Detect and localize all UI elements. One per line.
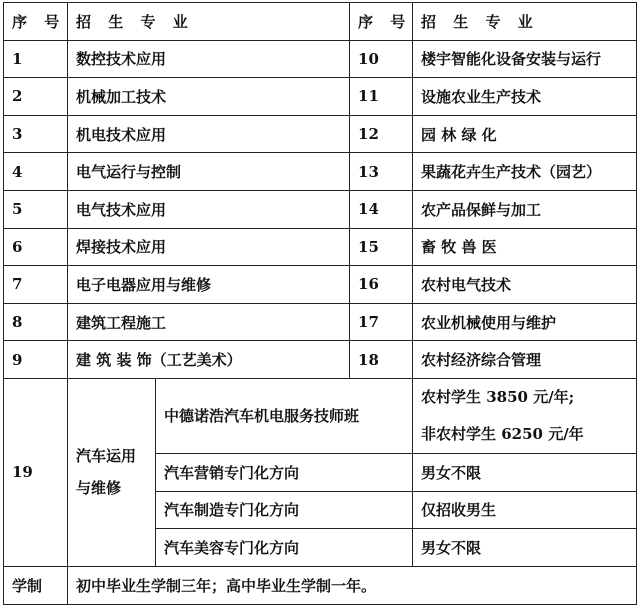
header-major-left: 招 生 专 业 bbox=[68, 3, 350, 41]
major-name: 建 筑 装 饰（工艺美术） bbox=[68, 341, 350, 379]
row-number: 18 bbox=[350, 341, 413, 379]
major-name: 农村电气技术 bbox=[413, 266, 637, 304]
table-row bbox=[4, 153, 637, 191]
major-name: 设施农业生产技术 bbox=[413, 78, 637, 116]
major-name: 农业机械使用与维护 bbox=[413, 303, 637, 341]
row-number: 5 bbox=[4, 190, 68, 228]
major-name: 电子电器应用与维修 bbox=[68, 266, 350, 304]
header-major-right: 招 生 专 业 bbox=[413, 3, 637, 41]
auto-sub-direction: 汽车制造专门化方向 bbox=[156, 491, 413, 529]
row-number: 11 bbox=[350, 78, 413, 116]
row-number: 10 bbox=[350, 40, 413, 78]
major-name: 楼宇智能化设备安装与运行 bbox=[413, 40, 637, 78]
row-number: 4 bbox=[4, 153, 68, 191]
auto-sub-direction: 汽车营销专门化方向 bbox=[156, 453, 413, 491]
footer-label: 学制 bbox=[4, 566, 68, 604]
auto-sub-note bbox=[413, 378, 637, 453]
auto-sub-note: 男女不限 bbox=[413, 453, 637, 491]
major-name: 数控技术应用 bbox=[68, 40, 350, 78]
auto-major-line2: 与维修 bbox=[76, 479, 122, 498]
auto-sub-note: 男女不限 bbox=[413, 529, 637, 567]
row-number: 2 bbox=[4, 78, 68, 116]
fee-rural: 农村学生 3850 元/年; bbox=[421, 387, 575, 406]
header-row bbox=[4, 3, 637, 41]
row-number: 19 bbox=[4, 378, 68, 566]
row-number: 3 bbox=[4, 115, 68, 153]
table-row bbox=[4, 228, 637, 266]
row-number: 7 bbox=[4, 266, 68, 304]
row-number: 17 bbox=[350, 303, 413, 341]
major-name: 机械加工技术 bbox=[68, 78, 350, 116]
major-name: 园 林 绿 化 bbox=[413, 115, 637, 153]
major-name: 机电技术应用 bbox=[68, 115, 350, 153]
footer-text: 初中毕业生学制三年；高中毕业生学制一年。 bbox=[68, 566, 637, 604]
row-number: 13 bbox=[350, 153, 413, 191]
row-number: 12 bbox=[350, 115, 413, 153]
row-number: 16 bbox=[350, 266, 413, 304]
table-row bbox=[4, 190, 637, 228]
table-row bbox=[4, 115, 637, 153]
table-row bbox=[4, 40, 637, 78]
major-name: 果蔬花卉生产技术（园艺） bbox=[413, 153, 637, 191]
auto-sub-direction: 汽车美容专门化方向 bbox=[156, 529, 413, 567]
table-row bbox=[4, 78, 637, 116]
row-number: 8 bbox=[4, 303, 68, 341]
auto-sub-note: 仅招收男生 bbox=[413, 491, 637, 529]
major-name: 建筑工程施工 bbox=[68, 303, 350, 341]
major-name: 畜 牧 兽 医 bbox=[413, 228, 637, 266]
row-number: 14 bbox=[350, 190, 413, 228]
table-row bbox=[4, 303, 637, 341]
row-number: 1 bbox=[4, 40, 68, 78]
header-no-right: 序 号 bbox=[350, 3, 413, 41]
major-name: 电气运行与控制 bbox=[68, 153, 350, 191]
major-name: 农村经济综合管理 bbox=[413, 341, 637, 379]
auto-major-name bbox=[68, 378, 156, 566]
header-no-left: 序 号 bbox=[4, 3, 68, 41]
table-row bbox=[4, 266, 637, 304]
major-name: 焊接技术应用 bbox=[68, 228, 350, 266]
row-number: 6 bbox=[4, 228, 68, 266]
row-number: 15 bbox=[350, 228, 413, 266]
auto-sub-direction: 中德诺浩汽车机电服务技师班 bbox=[156, 378, 413, 453]
fee-nonrural: 非农村学生 6250 元/年 bbox=[421, 424, 584, 443]
major-name: 农产品保鲜与加工 bbox=[413, 190, 637, 228]
row-number: 9 bbox=[4, 341, 68, 379]
enrollment-majors-table bbox=[3, 2, 637, 605]
auto-major-line1: 汽车运用 bbox=[76, 447, 137, 466]
auto-row-1 bbox=[4, 378, 637, 453]
table-row bbox=[4, 341, 637, 379]
major-name: 电气技术应用 bbox=[68, 190, 350, 228]
footer-row bbox=[4, 566, 637, 604]
